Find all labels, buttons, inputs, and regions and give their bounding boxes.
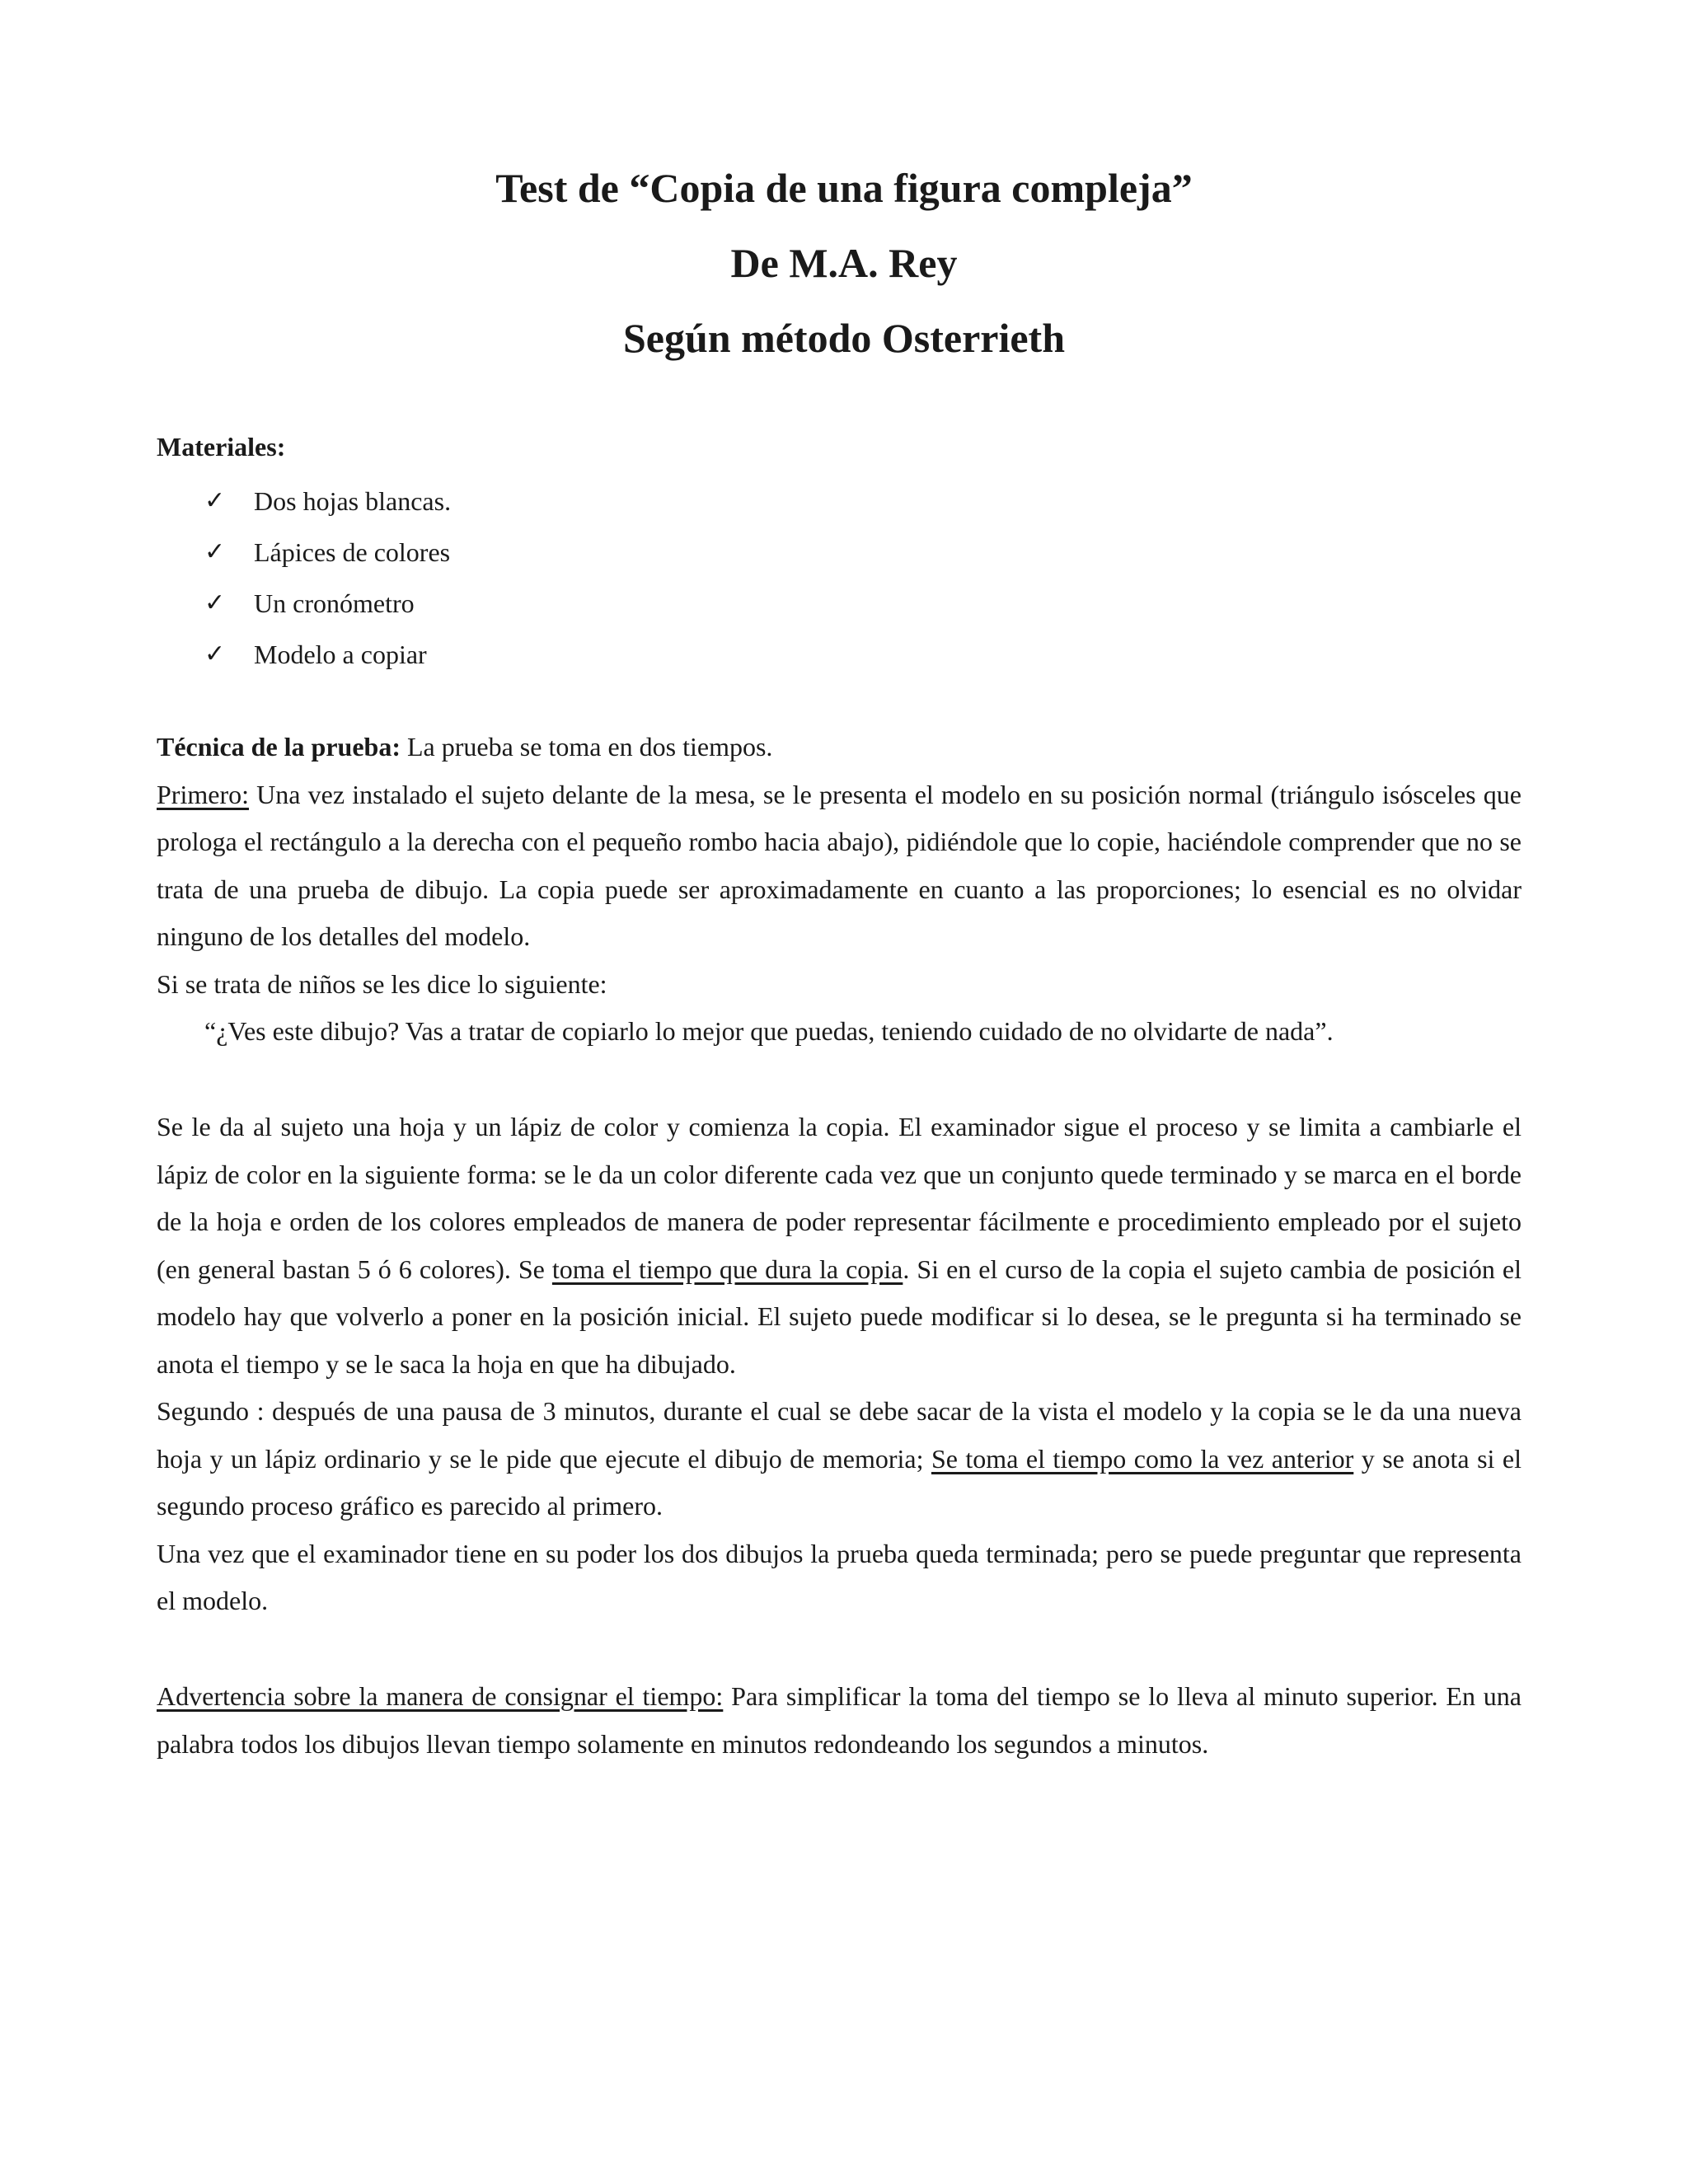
proceso-paragraph-1 [157, 1104, 1522, 1388]
proceso-paragraph-2 [157, 1388, 1522, 1530]
p1-text-a: Se le da al sujeto una hoja y un lápiz de color y comienza la copia. El examinador sigue el proceso y se limita a cambiarle el lápiz de color en la siguiente forma: se le da un color diferente cada vez que un conjunto quede terminado y se marca en el borde de la hoja e orden de los colores empleados de manera de poder representar fácilmente e procedimiento empleado por el sujeto (en general bastan 5 ó 6 colores). Se [157, 1112, 1522, 1284]
list-item [204, 527, 451, 578]
primero-paragraph [157, 771, 1522, 961]
proceso-paragraph-3: Una vez que el examinador tiene en su poder los dos dibujos la prueba queda terminada; pero se puede preguntar que representa el modelo. [157, 1538, 1522, 1615]
p1-underlined: toma el tiempo que dura la copia [551, 1254, 903, 1284]
advertencia-paragraph [157, 1673, 1522, 1768]
advertencia-label: Advertencia sobre la manera de consignar el tiempo: [157, 1681, 724, 1711]
primero-text: Una vez instalado el sujeto delante de la mesa, se le presenta el modelo en su posición normal (triángulo isósceles que prologa el rectángulo a la derecha con el pequeño rombo hacia abajo), pidiéndole que lo copie, haciéndole comprender que no se trata de una prueba de dibujo. La copia puede ser aproximadamente en cuanto a las proporciones; lo esencial es no olvidar ninguno de los detalles del modelo. [157, 779, 1522, 951]
checkmark-icon: ✓ [204, 538, 226, 565]
list-item [204, 476, 451, 527]
material-item-text: Dos hojas blancas. [254, 486, 452, 516]
quote-paragraph: “¿Ves este dibujo? Vas a tratar de copiarlo lo mejor que puedas, teniendo cuidado de no olvidarte de nada”. [204, 1016, 1334, 1046]
checkmark-icon: ✓ [204, 589, 226, 616]
title-line-2: De M.A. Rey [730, 240, 958, 286]
p2-underlined: Se toma el tiempo como la vez anterior [931, 1443, 1354, 1474]
title-block [0, 151, 1688, 376]
tecnica-paragraph [157, 724, 1522, 771]
material-item-text: Modelo a copiar [254, 640, 427, 669]
tecnica-intro: La prueba se toma en dos tiempos. [400, 732, 773, 762]
tecnica-label: Técnica de la prueba: [157, 732, 401, 762]
primero-label: Primero: [157, 779, 249, 809]
list-item [204, 629, 451, 680]
material-item-text: Un cronómetro [254, 588, 415, 618]
p2-text-b: y se anota si el segundo proceso gráfico es parecido al primero. [157, 1443, 1522, 1521]
advertencia-text: Para simplificar la toma del tiempo se lo lleva al minuto superior. En una palabra todos los dibujos llevan tiempo solamente en minutos redondeando los segundos a minutos. [157, 1681, 1522, 1759]
p2-text-a: Segundo : después de una pausa de 3 minutos, durante el cual se debe sacar de la vista el modelo y la copia se le da una nueva hoja y un lápiz ordinario y se le pide que ejecute el dibujo de memoria; [157, 1396, 1522, 1474]
material-item-text: Lápices de colores [254, 537, 451, 567]
tecnica-section [157, 724, 1522, 1056]
materials-list [204, 476, 451, 680]
title-line-3: Según método Osterrieth [622, 315, 1066, 361]
checkmark-icon: ✓ [204, 640, 226, 668]
ninos-paragraph: Si se trata de niños se les dice lo siguiente: [157, 968, 607, 999]
p1-text-b: . Si en el curso de la copia el sujeto cambia de posición el modelo hay que volverlo a poner en la posición inicial. El sujeto puede modificar si lo desea, se le pregunta si ha terminado se anota el tiempo y se le saca la hoja en que ha dibujado. [157, 1254, 1522, 1379]
title-line-1: Test de “Copia de una figura compleja” [495, 165, 1193, 211]
proceso-section [157, 1104, 1522, 1625]
checkmark-icon: ✓ [204, 487, 226, 514]
materials-label: Materiales: [157, 432, 286, 462]
advertencia-section [157, 1673, 1522, 1768]
list-item [204, 578, 451, 629]
